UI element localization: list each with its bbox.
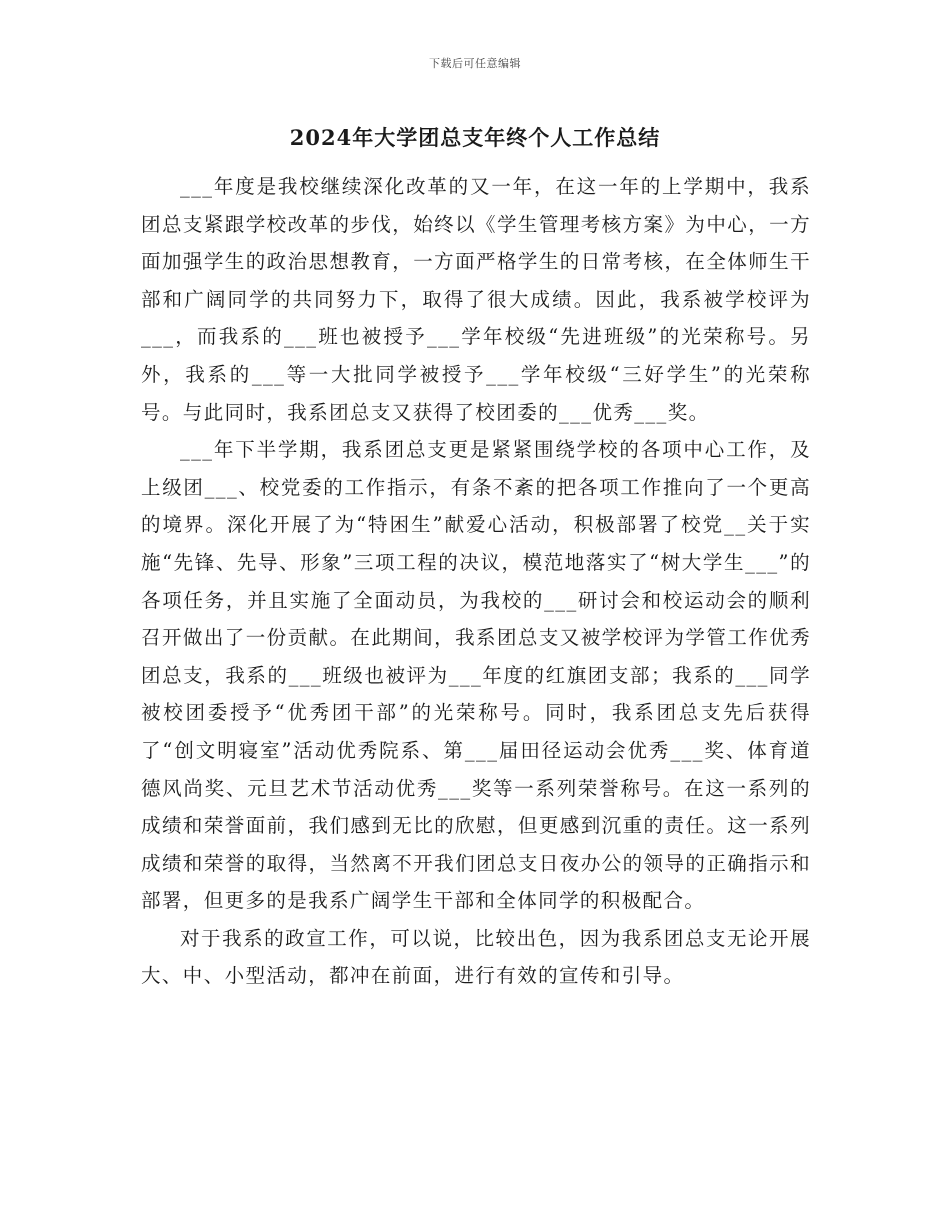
document-body (141, 168, 811, 995)
document-title: 2024年大学团总支年终个人工作总结 (289, 125, 661, 150)
header-note: 下载后可任意编辑 (429, 57, 521, 70)
paragraph-3: 对于我系的政宣工作，可以说，比较出色，因为我系团总支无论开展大、中、小型活动，都冲在前面，进行有效的宣传和引导。 (141, 926, 811, 988)
paragraph-1: ___年度是我校继续深化改革的又一年，在这一年的上学期中，我系团总支紧跟学校改革的步伐，始终以《学生管理考核方案》为中心，一方面加强学生的政治思想教育，一方面严格学生的日常考核，在全体师生干部和广阔同学的共同努力下，取得了很大成绩。因此，我系被学校评为___，而我系的___班也被授予___学年校级“先进班级”的光荣称号。另外，我系的___等一大批同学被授予___学年校级“三好学生”的光荣称号。与此同时，我系团总支又获得了校团委的___优秀___奖。 (141, 175, 811, 424)
paragraph-2: ___年下半学期，我系团总支更是紧紧围绕学校的各项中心工作，及上级团___、校党委的工作指示，有条不紊的把各项工作推向了一个更高的境界。深化开展了为“特困生”献爱心活动，积极部署了校党__关于实施“先锋、先导、形象”三项工程的决议，模范地落实了“树大学生___”的各项任务，并且实施了全面动员，为我校的___研讨会和校运动会的顺利召开做出了一份贡献。在此期间，我系团总支又被学校评为学管工作优秀团总支，我系的___班级也被评为___年度的红旗团支部；我系的___同学被校团委授予“优秀团干部”的光荣称号。同时，我系团总支先后获得了“创文明寝室”活动优秀院系、第___届田径运动会优秀___奖、体育道德风尚奖、元旦艺术节活动优秀___奖等一系列荣誉称号。在这一系列的成绩和荣誉面前，我们感到无比的欣慰，但更感到沉重的责任。这一系列成绩和荣誉的取得，当然离不开我们团总支日夜办公的领导的正确指示和部署，但更多的是我系广阔学生干部和全体同学的积极配合。 (141, 438, 811, 913)
